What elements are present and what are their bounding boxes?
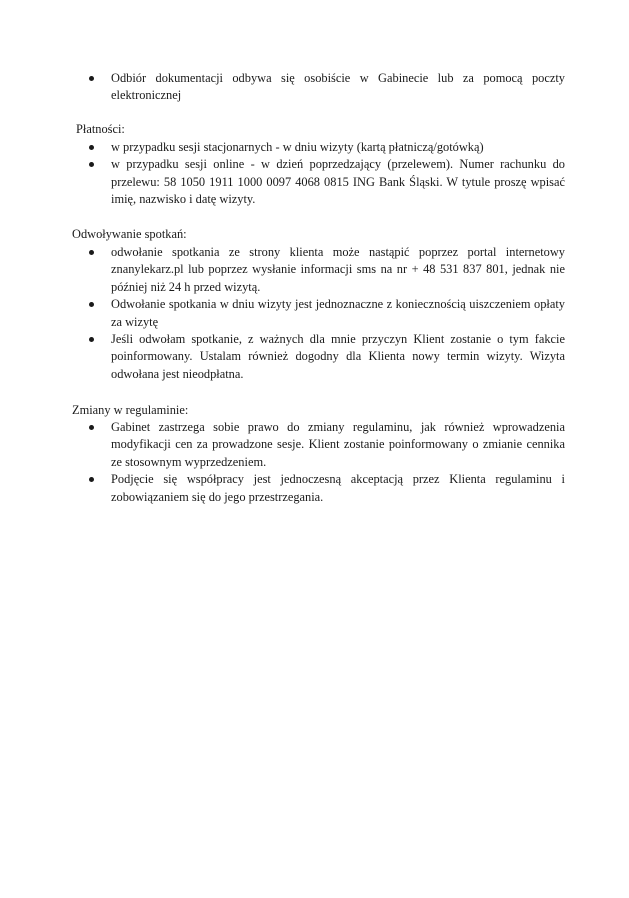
list-item-text: w przypadku sesji stacjonarnych - w dniu wizyty (kartą płatniczą/gotówką): [111, 140, 484, 154]
payments-heading: Płatności:: [76, 122, 125, 136]
list-item: [88, 419, 565, 471]
bullet-icon: [89, 425, 94, 430]
bullet-icon: [89, 145, 94, 150]
list-item-text: Odbiór dokumentacji odbywa się osobiście w Gabinecie lub za pomocą poczty elektronicznej: [111, 71, 565, 103]
cancellation-heading: Odwoływanie spotkań:: [72, 227, 187, 241]
payments-list: [88, 139, 565, 209]
list-item: [88, 244, 565, 296]
list-item-text: Gabinet zastrzega sobie prawo do zmiany regulaminu, jak również wprowadzenia modyfikacji cen za prowadzone sesje. Klient zostanie poinformowany o zmianie cennika ze stosownym wyprzedzeniem.: [111, 420, 565, 469]
list-item-text: Jeśli odwołam spotkanie, z ważnych dla mnie przyczyn Klient zostanie o tym fakcie poinformowany. Ustalam również dogodny dla Klienta nowy termin wizyty. Wizyta odwołana jest nieodpłatna.: [111, 332, 565, 381]
bullet-icon: [89, 337, 94, 342]
changes-heading: Zmiany w regulaminie:: [72, 403, 189, 417]
list-item-text: w przypadku sesji online - w dzień poprzedzający (przelewem). Numer rachunku do przelewu: 58 1050 1911 1000 0097 4068 0815 ING Bank Śląski. W tytule proszę wpisać imię, nazwisko i datę wizyty.: [111, 157, 565, 207]
list-item: [88, 296, 565, 331]
bullet-icon: [89, 477, 94, 482]
list-item: [88, 70, 565, 105]
changes-list: [88, 419, 565, 506]
list-item-text: odwołanie spotkania ze strony klienta może nastąpić poprzez portal internetowy znanylekarz.pl lub poprzez wysłanie informacji sms na nr + 48 531 837 801, jednak nie później niż 24 h przed wizytą.: [111, 245, 565, 294]
bullet-icon: [89, 250, 94, 255]
bullet-icon: [89, 162, 94, 167]
list-item-text: Podjęcie się współpracy jest jednoczesną akceptacją przez Klienta regulaminu i zobowiązaniem się do jego przestrzegania.: [111, 472, 565, 504]
list-item: [88, 471, 565, 506]
list-item-text: Odwołanie spotkania w dniu wizyty jest jednoznaczne z koniecznością uiszczeniem opłaty za wizytę: [111, 297, 565, 329]
cancellation-list: [88, 244, 565, 383]
documentation-list: [88, 70, 565, 105]
bullet-icon: [89, 76, 94, 81]
bullet-icon: [89, 302, 94, 307]
list-item: [88, 331, 565, 383]
list-item: [88, 156, 565, 208]
list-item: [88, 139, 565, 156]
